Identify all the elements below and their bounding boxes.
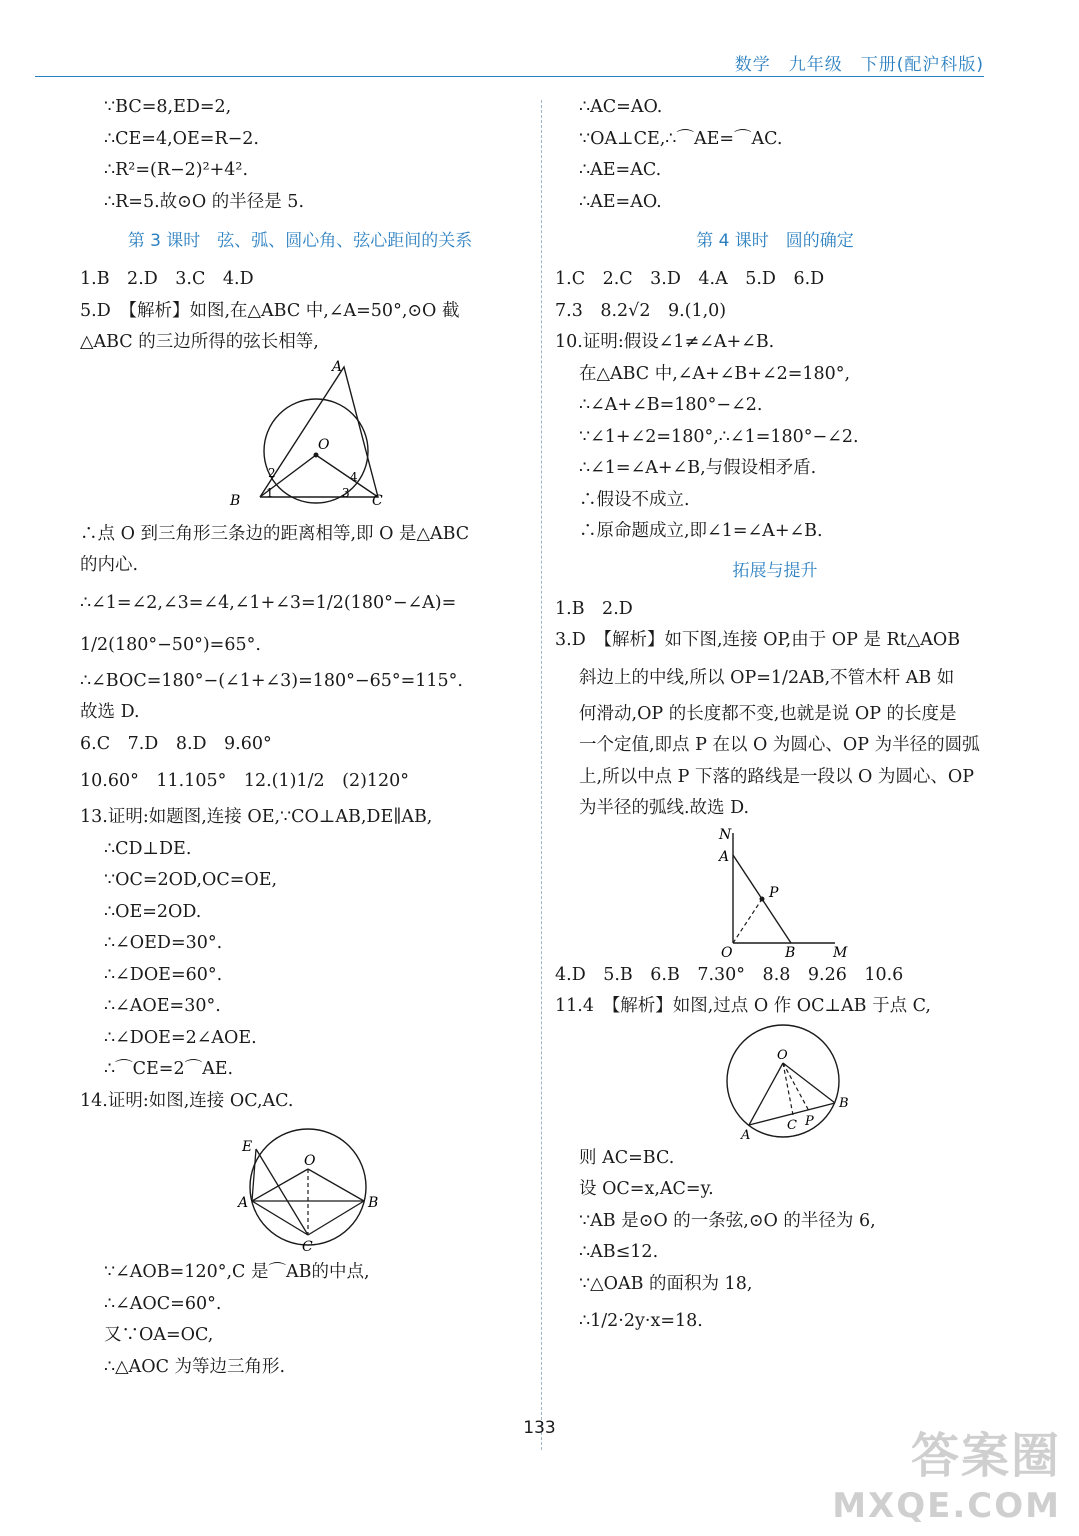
label-A: A [238,1195,249,1211]
label-P: P [805,1113,814,1129]
text-line: 5.D 【解析】如图,在△ABC 中,∠A=50°,⊙O 截 [80,300,460,321]
figure-triangle-incircle [80,359,520,519]
label-P: P [769,884,779,901]
section-title-extension: 拓展与提升 [732,560,818,581]
text-line: ∴∠BOC=180°−(∠1+∠3)=180°−65°=115°. [80,670,463,691]
text-line: 10.证明:假设∠1≠∠A+∠B. [555,332,775,352]
text-line: ∴R²=(R−2)²+4². [104,160,249,180]
text-line: 故选 D. [80,702,140,722]
text-line: ∴AC=AO. [579,97,663,117]
text-line: 上,所以中点 P 下落的路线是一段以 O 为圆心、OP [579,766,975,787]
label-M: M [833,944,848,960]
label-angle-2: 2 [268,465,276,480]
label-C: C [372,492,383,509]
text-line: ∵AB 是⊙O 的一条弦,⊙O 的半径为 6, [579,1210,876,1231]
answer-line: 1.C 2.C 3.D 4.A 5.D 6.D [555,269,825,289]
text-line: 14.证明:如图,连接 OC,AC. [80,1090,294,1111]
label-C: C [302,1239,313,1255]
text-line: ∴CE=4,OE=R−2. [104,128,259,149]
figure-circle-chord-ab [555,1023,995,1143]
text-line: ∴AB≤12. [579,1242,659,1262]
text-line: 的内心. [80,555,139,575]
label-angle-1: 1 [266,485,274,500]
text-line: 设 OC=x,AC=y. [579,1179,714,1199]
text-line: ∴CD⊥DE. [104,838,192,859]
label-B: B [368,1195,379,1211]
text-line: 为半径的弧线.故选 D. [579,798,750,818]
label-B: B [785,944,796,960]
page-number: 133 [523,1418,556,1438]
label-O: O [318,436,330,453]
label-B: B [839,1095,849,1111]
text-line: △ABC 的三边所得的弦长相等, [80,332,319,352]
answer-line: 10.60° 11.105° 12.(1)1/2 (2)120° [80,771,410,791]
text-line: 13.证明:如题图,连接 OE,∵CO⊥AB,DE∥AB, [80,807,433,827]
text-line: ∵OC=2OD,OC=OE, [104,870,278,890]
figure-circle-chords [80,1117,520,1257]
text-line: ∴∠A+∠B=180°−∠2. [579,395,763,415]
left-column [80,92,520,1383]
page-header: 数学 九年级 下册(配沪科版) [734,55,984,75]
text-line: 斜边上的中线,所以 OP=1/2AB,不管木杆 AB 如 [579,667,955,688]
text-line: ∴AE=AC. [579,160,662,180]
text-line: ∴∠DOE=2∠AOE. [104,1027,257,1048]
header-rule [35,76,984,77]
text-line: ∴假设不成立. [579,489,690,510]
label-A: A [719,848,730,865]
text-line: ∴∠OED=30°. [104,933,223,953]
label-angle-4: 4 [350,469,358,484]
text-line: ∴∠AOE=30°. [104,996,221,1016]
text-line: ∵△OAB 的面积为 18, [579,1273,753,1294]
text-line: 在△ABC 中,∠A+∠B+∠2=180°, [579,363,851,384]
label-angle-3: 3 [342,485,350,500]
figure-sliding-rod [555,825,995,960]
text-line: ∴原命题成立,即∠1=∠A+∠B. [579,521,823,541]
text-line: ∵OA⊥CE,∴⌒AE=⌒AC. [579,128,783,149]
text-line: 又∵OA=OC, [104,1325,214,1345]
text-line: 1/2(180°−50°)=65°. [80,634,261,655]
answer-line: 7.3 8.2√2 9.(1,0) [555,300,727,321]
label-O: O [721,944,733,960]
text-line: ∴⌒CE=2⌒AE. [104,1059,234,1079]
text-line: 11.4 【解析】如图,过点 O 作 OC⊥AB 于点 C, [555,996,931,1016]
text-line: ∵BC=8,ED=2, [104,97,232,117]
label-E: E [242,1139,253,1155]
text-line: 一个定值,即点 P 在以 O 为圆心、OP 为半径的圆弧 [579,735,980,755]
text-line: ∴点 O 到三角形三条边的距离相等,即 O 是△ABC [80,523,470,544]
watermark-logo-text: 答案圈 [910,1428,1061,1484]
label-C: C [787,1117,797,1133]
text-line: ∴R=5.故⊙O 的半径是 5. [104,191,305,212]
answer-line: 4.D 5.B 6.B 7.30° 8.8 9.26 10.6 [555,964,904,985]
section-title-lesson-3: 第 3 课时 弦、弧、圆心角、弦心距间的关系 [127,231,473,251]
column-divider [541,100,542,1450]
label-O: O [777,1047,788,1063]
answer-line: 1.B 2.D [555,598,633,619]
text-line: 3.D 【解析】如下图,连接 OP,由于 OP 是 Rt△AOB [555,630,961,650]
text-line: ∴1/2·2y·x=18. [579,1311,703,1331]
text-line: ∴∠1=∠2,∠3=∠4,∠1+∠3=1/2(180°−∠A)= [80,592,457,613]
text-line: ∴∠AOC=60°. [104,1293,222,1314]
answer-line: 1.B 2.D 3.C 4.D [80,269,254,289]
right-column [555,92,995,1342]
text-line: 则 AC=BC. [579,1147,675,1168]
text-line: ∴∠DOE=60°. [104,964,223,985]
label-N: N [719,826,732,843]
text-line: 何滑动,OP 的长度都不变,也就是说 OP 的长度是 [579,703,957,724]
section-title-lesson-4: 第 4 课时 圆的确定 [696,231,854,251]
text-line: ∵∠AOB=120°,C 是⌒AB的中点, [104,1262,370,1282]
text-line: ∴∠1=∠A+∠B,与假设相矛盾. [579,458,817,478]
watermark-url: MXQE.COM [832,1486,1061,1526]
label-O: O [304,1153,316,1169]
watermark [832,1417,1061,1526]
answer-line: 6.C 7.D 8.D 9.60° [80,733,272,754]
label-B: B [230,492,241,509]
text-line: ∵∠1+∠2=180°,∴∠1=180°−∠2. [579,426,859,447]
text-line: ∴AE=AO. [579,191,662,212]
text-line: ∴△AOC 为等边三角形. [104,1356,286,1377]
label-A: A [332,358,343,375]
label-A: A [741,1127,751,1143]
text-line: ∴OE=2OD. [104,901,202,922]
